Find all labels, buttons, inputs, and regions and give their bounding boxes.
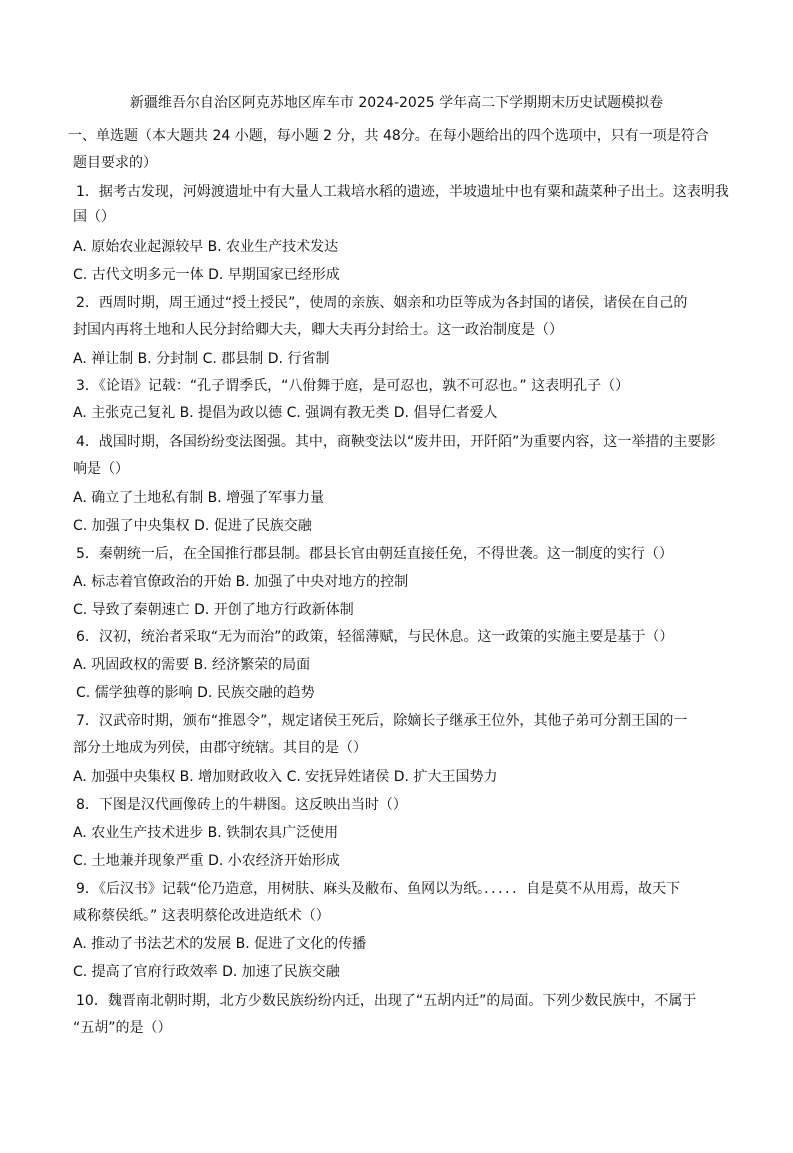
question-8-options-ab: A. 农业生产技术进步 B. 铁制农具广泛使用 xyxy=(73,825,339,841)
question-4-options-cd: C. 加强了中央集权 D. 促进了民族交融 xyxy=(73,518,312,534)
question-2-options: A. 禅让制 B. 分封制 C. 郡县制 D. 行省制 xyxy=(73,351,330,367)
section-heading-line-1: 一、单选题（本大题共 24 小题，每小题 2 分，共 48分。在每小题给出的四个选项中，只有一项是符合 xyxy=(68,128,709,144)
question-9-options-ab: A. 推动了书法艺术的发展 B. 促进了文化的传播 xyxy=(73,936,367,952)
section-heading-line-2: 题目要求的） xyxy=(73,155,157,171)
question-1-stem-cont: 国（） xyxy=(73,209,115,225)
question-4-stem-cont: 响是（） xyxy=(73,461,129,477)
question-8-options-cd: C. 土地兼并现象严重 D. 小农经济开始形成 xyxy=(73,853,340,869)
question-6-options-ab: A. 巩固政权的需要 B. 经济繁荣的局面 xyxy=(73,657,311,673)
question-7-options: A. 加强中央集权 B. 增加财政收入 C. 安抚异姓诸侯 D. 扩大王国势力 xyxy=(73,769,498,785)
document-title: 新疆维吾尔自治区阿克苏地区库车市 2024-2025 学年高二下学期期末历史试题模拟卷 xyxy=(129,95,664,111)
question-5-options-cd: C. 导致了秦朝速亡 D. 开创了地方行政新体制 xyxy=(73,602,354,618)
question-8-stem: 8．下图是汉代画像砖上的牛耕图。这反映出当时（） xyxy=(76,797,407,813)
question-10-stem-cont: “五胡”的是（） xyxy=(73,1020,172,1036)
question-9-stem-cont: 咸称蔡侯纸。” 这表明蔡伦改进造纸术（） xyxy=(73,908,330,924)
question-6-stem: 6．汉初，统治者采取“无为而治”的政策，轻徭薄赋，与民休息。这一政策的实施主要是基于（） xyxy=(76,629,674,645)
question-9-stem: 9．《后汉书》记载“伦乃造意，用树肤、麻头及敝布、鱼网以为纸。．．．．．自是莫不从用焉，故天下 xyxy=(76,881,681,897)
question-3-stem: 3．《论语》记载：“孔子谓季氏，“八佾舞于庭，是可忍也，孰不可忍也。” 这表明孔子（） xyxy=(76,378,630,394)
question-7-stem: 7．汉武帝时期，颁布“推恩令”，规定诸侯王死后，除嫡长子继承王位外，其他子弟可分割王国的一 xyxy=(76,713,688,729)
question-6-options-cd: C. 儒学独尊的影响 D. 民族交融的趋势 xyxy=(76,685,315,701)
question-4-stem: 4．战国时期，各国纷纷变法图强。其中，商鞅变法以“废井田，开阡陌”为重要内容，这一举措的主要影 xyxy=(76,434,716,450)
question-2-stem-cont: 封国内再将土地和人民分封给卿大夫，卿大夫再分封给士。这一政治制度是（） xyxy=(73,322,563,338)
question-2-stem: 2．西周时期，周王通过“授土授民”，使周的亲族、姻亲和功臣等成为各封国的诸侯，诸侯在自己的 xyxy=(76,295,688,311)
question-10-stem: 10．魏晋南北朝时期，北方少数民族纷纷内迁，出现了“五胡内迁”的局面。下列少数民族中，不属于 xyxy=(76,993,697,1009)
question-3-options: A. 主张克己复礼 B. 提倡为政以德 C. 强调有教无类 D. 倡导仁者爱人 xyxy=(73,405,498,421)
question-5-stem: 5．秦朝统一后，在全国推行郡县制。郡县长官由朝廷直接任免，不得世袭。这一制度的实行（） xyxy=(76,546,673,562)
question-4-options-ab: A. 确立了土地私有制 B. 增强了军事力量 xyxy=(73,490,325,506)
question-5-options-ab: A. 标志着官僚政治的开始 B. 加强了中央对地方的控制 xyxy=(73,574,409,590)
question-1-options-cd: C. 古代文明多元一体 D. 早期国家已经形成 xyxy=(73,267,340,283)
question-1-stem: 1．据考古发现，河姆渡遗址中有大量人工栽培水稻的遗迹，半坡遗址中也有粟和蔬菜种子出土。这表明我 xyxy=(76,184,729,200)
question-1-options-ab: A. 原始农业起源较早 B. 农业生产技术发达 xyxy=(73,239,339,255)
question-7-stem-cont: 部分土地成为列侯，由郡守统辖。其目的是（） xyxy=(73,740,367,756)
question-9-options-cd: C. 提高了官府行政效率 D. 加速了民族交融 xyxy=(73,964,340,980)
